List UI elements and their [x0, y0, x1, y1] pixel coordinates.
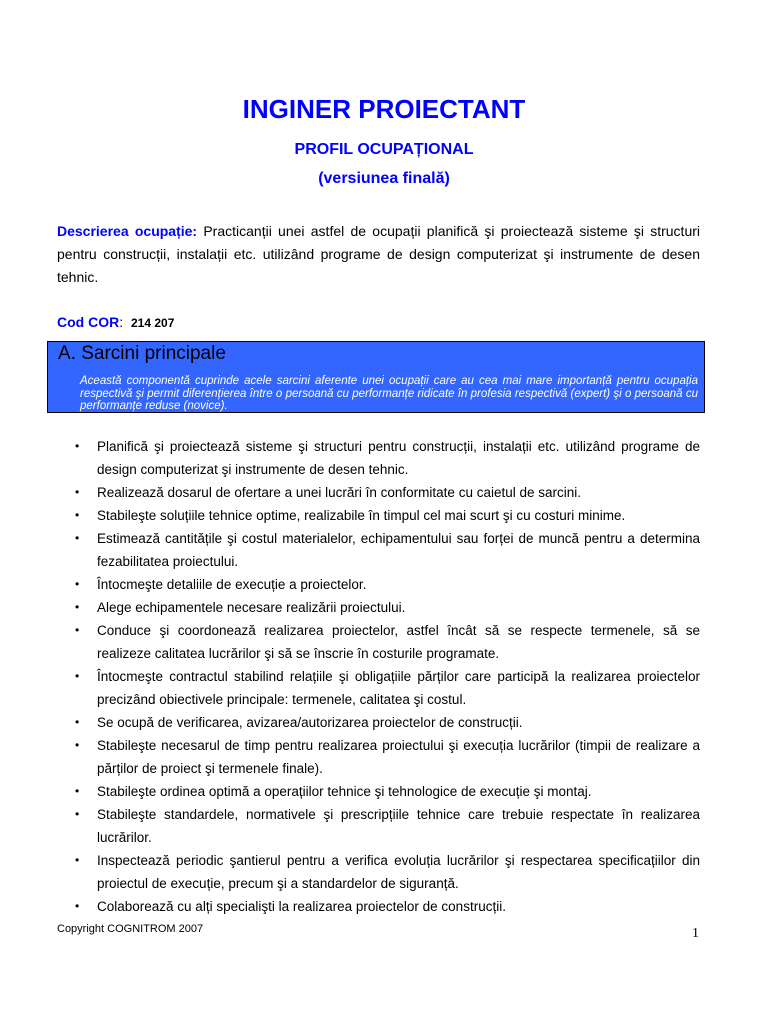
description-label: Descrierea ocupație: [57, 223, 198, 239]
section-a-title: A. Sarcini principale [58, 343, 226, 364]
task-item [75, 665, 700, 711]
bullet-icon: • [75, 508, 80, 522]
bullet-icon: • [75, 853, 80, 867]
bullet-icon: • [75, 577, 80, 591]
task-item [75, 803, 700, 849]
task-text: Inspectează periodic şantierul pentru a verifica evoluția lucrărilor şi respectarea specificațiilor din proiectul de execuție, precum şi a standardelor de siguranță. [97, 853, 700, 891]
task-text: Întocmeşte detaliile de execuție a proiectelor. [97, 577, 367, 592]
section-a-box [47, 341, 705, 413]
page-number: 1 [692, 926, 699, 941]
task-item [75, 780, 700, 803]
task-text: Alege echipamentele necesare realizării proiectului. [97, 600, 406, 615]
occupation-description [57, 220, 700, 289]
page-subtitle: PROFIL OCUPAȚIONAL [294, 141, 474, 158]
description-text: Practicanții unei astfel de ocupații planifică şi proiectează sisteme şi structuri pentru construcții, instalații etc. utilizând programe de design computerizat şi instrumente de desen tehnic. [57, 223, 701, 285]
task-item [75, 619, 700, 665]
task-item [75, 527, 700, 573]
task-list [75, 435, 700, 918]
task-text: Stabileşte standardele, normativele şi prescripțiile tehnice care trebuie respectate în realizarea lucrărilor. [97, 807, 700, 845]
bullet-icon: • [75, 485, 80, 499]
task-item [75, 481, 700, 504]
bullet-icon: • [75, 439, 80, 453]
bullet-icon: • [75, 715, 80, 729]
task-text: Colaborează cu alți specialişti la realizarea proiectelor de construcții. [97, 899, 506, 914]
task-item [75, 596, 700, 619]
task-item [75, 895, 700, 918]
task-text: Întocmeşte contractul stabilind relațiile şi obligațiile părților care participă la realizarea proiectelor precizând obiectivele principale: termenele, calitatea şi costul. [97, 669, 700, 707]
task-text: Stabileşte soluțiile tehnice optime, realizabile în timpul cel mai scurt şi cu costuri minime. [97, 508, 626, 523]
task-text: Estimează cantitățile şi costul materialelor, echipamentului sau forței de muncă pentru a determina fezabilitatea proiectului. [97, 531, 700, 569]
task-text: Realizează dosarul de ofertare a unei lucrări în conformitate cu caietul de sarcini. [97, 485, 582, 500]
bullet-icon: • [75, 600, 80, 614]
cod-cor [57, 314, 174, 330]
task-item [75, 435, 700, 481]
bullet-icon: • [75, 738, 80, 752]
page-title: INGINER PROIECTANT [242, 94, 526, 124]
task-item [75, 849, 700, 895]
bullet-icon: • [75, 669, 80, 683]
task-text: Se ocupă de verificarea, avizarea/autorizarea proiectelor de construcții. [97, 715, 523, 730]
bullet-icon: • [75, 784, 80, 798]
task-item [75, 573, 700, 596]
copyright: Copyright COGNITROM 2007 [57, 923, 204, 935]
version-label: (versiunea finală) [318, 170, 450, 187]
task-text: Planifică şi proiectează sisteme şi structuri pentru construcții, instalații etc. utilizând programe de design computerizat şi instrumente de desen tehnic. [97, 439, 700, 477]
section-a-description: Această componentă cuprinde acele sarcini aferente unei ocupații care au cea mai mare importanță pentru ocupația respectivă şi permit diferențierea între o persoană cu performanțe ridicate în profesia respectivă (expert) şi o persoană cu performanțe reduse (novice). [80, 375, 698, 412]
bullet-icon: • [75, 623, 80, 637]
cod-cor-label: Cod COR [57, 314, 120, 330]
task-text: Stabileşte necesarul de timp pentru realizarea proiectului şi execuția lucrărilor (timpii de realizare a părților de proiect şi termenele finale). [97, 738, 700, 776]
bullet-icon: • [75, 531, 80, 545]
task-text: Stabileşte ordinea optimă a operațiilor tehnice şi tehnologice de execuție şi montaj. [97, 784, 592, 799]
task-item [75, 504, 700, 527]
cod-cor-value: 214 207 [131, 316, 175, 330]
bullet-icon: • [75, 807, 80, 821]
cod-cor-separator: : [119, 314, 124, 330]
task-text: Conduce şi coordonează realizarea proiectelor, astfel încât să se respecte termenele, să se realizeze calitatea lucrărilor şi să se înscrie în costurile programate. [97, 623, 700, 661]
task-item [75, 711, 700, 734]
task-item [75, 734, 700, 780]
bullet-icon: • [75, 899, 80, 913]
